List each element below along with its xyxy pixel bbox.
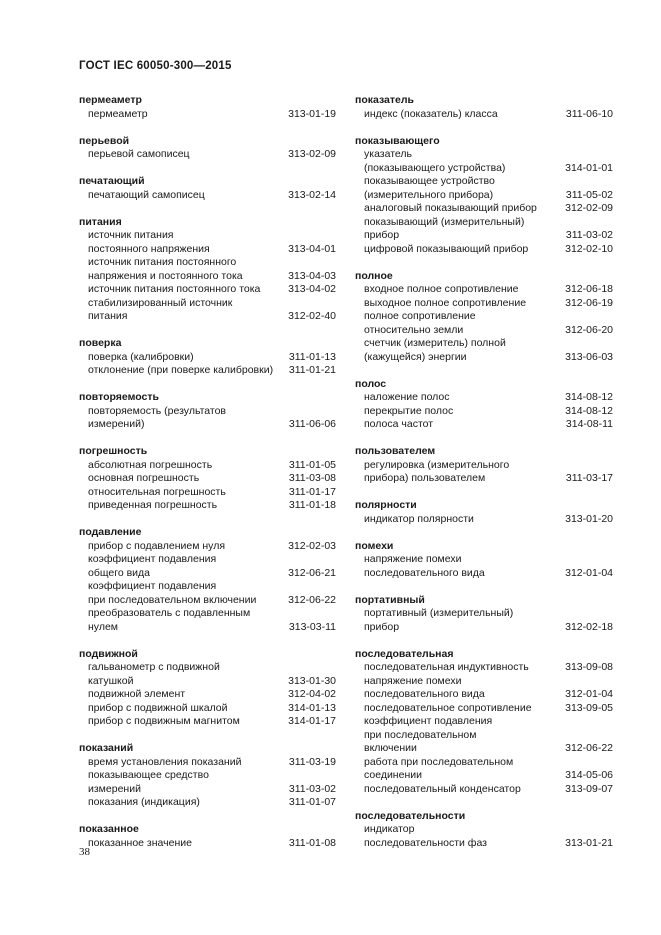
entry-code: 311-03-08 [288, 472, 336, 484]
index-entry [79, 540, 336, 554]
entry-term-line: работа при последовательном [364, 755, 514, 768]
index-entry [79, 364, 336, 378]
index-group [79, 742, 336, 810]
entry-term-line: при последовательном [364, 728, 477, 741]
index-entry [355, 607, 613, 634]
entry-code: 312-06-18 [565, 283, 613, 295]
entry-code: 311-01-17 [288, 485, 336, 498]
entry-term-line: выходное полное сопротивление [364, 296, 527, 309]
index-entry [355, 553, 613, 580]
index-entry [79, 499, 336, 513]
entry-code: 313-01-19 [288, 107, 336, 120]
entry-term-line: прибор [364, 620, 400, 633]
index-group [355, 810, 613, 851]
index-group [79, 648, 336, 729]
entry-code: 314-01-13 [288, 701, 336, 714]
entry-term-line: приведенная погрешность [88, 499, 218, 511]
entry-code: 314-08-11 [565, 418, 613, 430]
page-number: 38 [79, 846, 90, 858]
entry-term-line: напряжения и постоянного тока [88, 269, 243, 282]
entry-code: 313-01-21 [565, 836, 613, 849]
entry-code: 313-02-14 [288, 188, 336, 201]
index-entry [79, 229, 336, 256]
entry-code: 313-09-07 [565, 782, 613, 795]
entry-term-line: (кажущейся) энергии [364, 350, 467, 363]
entry-code: 312-01-04 [565, 566, 613, 579]
index-entry [355, 337, 613, 364]
index-entry [355, 297, 613, 311]
entry-code: 312-01-04 [565, 688, 613, 700]
entry-term-line: показывающий (измерительный) [364, 215, 525, 228]
index-entry [355, 756, 613, 783]
index-entry [79, 283, 336, 297]
entry-term-line: соединении [364, 769, 422, 781]
entry-code: 311-01-18 [288, 499, 336, 511]
entry-code: 311-01-07 [288, 796, 336, 808]
entry-code: 313-04-03 [288, 269, 336, 282]
index-entry [355, 108, 613, 122]
entry-code: 314-08-12 [565, 391, 613, 403]
entry-term-line: индикатор [364, 823, 415, 835]
index-group [79, 337, 336, 378]
entry-term-line: полное сопротивление [364, 310, 476, 322]
entry-term-line: входное полное сопротивление [364, 283, 519, 295]
index-entry [355, 715, 613, 756]
index-keyword: показывающего [355, 134, 440, 147]
entry-code: 311-06-10 [565, 107, 613, 120]
entry-code: 313-02-09 [288, 148, 336, 160]
index-keyword: показанное [79, 823, 139, 835]
index-keyword: полос [355, 377, 387, 390]
entry-code: 312-02-10 [565, 242, 613, 255]
entry-code: 313-06-03 [565, 350, 613, 363]
entry-term-line: поверка (калибровки) [88, 350, 194, 363]
index-entry [79, 472, 336, 486]
index-keyword: последовательности [355, 809, 466, 822]
index-entry [79, 769, 336, 796]
entry-code: 311-03-02 [288, 782, 336, 795]
entry-term-line: последовательный конденсатор [364, 782, 521, 795]
index-entry [355, 418, 613, 432]
entry-term-line: показывающее устройство [364, 175, 495, 187]
entry-term-line: питания [88, 310, 128, 322]
entry-term-line: последовательная индуктивность [364, 661, 529, 673]
index-group [79, 175, 336, 202]
entry-term-line: измерений [88, 782, 141, 795]
entry-term-line: счетчик (измеритель) полной [364, 337, 506, 349]
entry-term-line: прибора) пользователем [364, 472, 486, 484]
index-entry [79, 486, 336, 500]
index-keyword: печатающий [79, 175, 145, 187]
entry-term-line: время установления показаний [88, 755, 242, 768]
index-entry [79, 607, 336, 634]
entry-term-line: показания (индикация) [88, 796, 200, 808]
entry-code: 314-05-06 [565, 769, 613, 781]
entry-term-line: относительно земли [364, 323, 464, 336]
index-entry [355, 783, 613, 797]
index-entry [79, 580, 336, 607]
index-keyword: перьевой [79, 134, 130, 147]
entry-code: 311-01-21 [288, 364, 336, 376]
entry-term-line: полоса частот [364, 418, 434, 430]
index-entry [79, 715, 336, 729]
index-group [79, 526, 336, 634]
entry-term-line: при последовательном включении [88, 593, 257, 606]
entry-code: 313-03-11 [288, 620, 336, 633]
index-entry [79, 661, 336, 688]
index-group [79, 94, 336, 121]
index-entry [79, 702, 336, 716]
entry-code: 311-03-02 [565, 229, 613, 241]
index-entry [355, 283, 613, 297]
entry-term-line: источник питания постоянного [88, 256, 237, 268]
index-keyword: портативный [355, 593, 425, 606]
entry-term-line: наложение полос [364, 391, 450, 403]
entry-term-line: регулировка (измерительного [364, 458, 510, 471]
index-entry [355, 216, 613, 243]
index-keyword: повторяемость [79, 391, 159, 403]
entry-term-line: цифровой показывающий прибор [364, 242, 529, 255]
entry-term-line: повторяемость (результатов [88, 404, 227, 417]
entry-code: 312-02-18 [565, 620, 613, 633]
index-entry [355, 310, 613, 337]
index-entry [355, 675, 613, 702]
index-keyword: питания [79, 215, 122, 228]
index-group [355, 135, 613, 257]
entry-code: 313-09-08 [565, 661, 613, 673]
entry-term-line: источник питания [88, 229, 174, 241]
index-entry [355, 661, 613, 675]
index-entry [355, 148, 613, 175]
entry-term-line: включении [364, 742, 417, 754]
entry-term-line: указатель [364, 148, 412, 160]
entry-term-line: последовательного вида [364, 688, 485, 700]
index-keyword: показатель [355, 94, 415, 106]
entry-term-line: аналоговый показывающий прибор [364, 202, 537, 214]
entry-term-line: печатающий самописец [88, 188, 205, 201]
entry-code: 312-06-21 [288, 566, 336, 579]
entry-code: 314-08-12 [565, 404, 613, 417]
index-group [355, 378, 613, 432]
index-column-left [79, 94, 336, 864]
entry-code: 314-01-17 [288, 715, 336, 727]
entry-term-line: постоянного напряжения [88, 242, 210, 255]
index-entry [355, 405, 613, 419]
entry-term-line: напряжение помехи [364, 674, 462, 687]
entry-term-line: показывающее средство [88, 769, 209, 781]
entry-code: 312-04-02 [288, 688, 336, 700]
index-entry [355, 459, 613, 486]
entry-code: 313-04-02 [288, 283, 336, 295]
entry-term-line: общего вида [88, 566, 150, 579]
index-entry [79, 189, 336, 203]
index-entry [79, 297, 336, 324]
entry-term-line: коэффициент подавления [88, 553, 217, 565]
index-keyword: подавление [79, 526, 142, 538]
entry-code: 311-01-05 [288, 458, 336, 471]
index-entry [355, 243, 613, 257]
index-keyword: пермеаметр [79, 94, 142, 106]
entry-code: 311-03-19 [288, 755, 336, 768]
index-column-right [355, 94, 613, 864]
entry-code: 311-06-06 [288, 418, 336, 430]
document-header: ГОСТ IEC 60050-300—2015 [79, 60, 232, 72]
index-entry [79, 837, 336, 851]
index-entry [79, 351, 336, 365]
index-entry [79, 405, 336, 432]
entry-code: 311-01-08 [288, 836, 336, 849]
entry-term-line: стабилизированный источник [88, 296, 233, 309]
index-keyword: последовательная [355, 647, 454, 660]
index-group [79, 216, 336, 324]
entry-term-line: последовательное сопротивление [364, 701, 532, 714]
entry-code: 311-01-13 [288, 350, 336, 363]
index-keyword: полное [355, 269, 393, 282]
entry-term-line: портативный (измерительный) [364, 607, 514, 619]
index-entry [79, 756, 336, 770]
index-entry [355, 823, 613, 850]
index-group [355, 594, 613, 635]
index-entry [355, 202, 613, 216]
index-group [355, 94, 613, 121]
entry-term-line: подвижной элемент [88, 688, 186, 700]
entry-term-line: последовательности фаз [364, 836, 487, 849]
entry-code: 314-01-01 [565, 161, 613, 174]
entry-term-line: последовательного вида [364, 566, 485, 579]
entry-term-line: пермеаметр [88, 107, 148, 120]
entry-code: 311-03-17 [565, 472, 613, 484]
entry-term-line: прибор с подвижным магнитом [88, 715, 240, 727]
index-keyword: помехи [355, 539, 394, 552]
index-keyword: показаний [79, 742, 134, 754]
index-entry [79, 688, 336, 702]
entry-term-line: индекс (показатель) класса [364, 107, 498, 120]
entry-term-line: (измерительного прибора) [364, 188, 494, 201]
index-group [355, 445, 613, 486]
index-keyword: подвижной [79, 647, 138, 660]
entry-code: 312-02-09 [565, 202, 613, 214]
entry-code: 312-06-22 [565, 742, 613, 754]
index-group [355, 499, 613, 526]
index-group [79, 391, 336, 432]
index-group [355, 270, 613, 365]
entry-term-line: прибор [364, 229, 400, 241]
index-entry [79, 796, 336, 810]
index-keyword: пользователем [355, 445, 436, 457]
entry-term-line: измерений) [88, 418, 145, 430]
index-entry [355, 702, 613, 716]
entry-term-line: отклонение (при поверке калибровки) [88, 364, 274, 376]
entry-term-line: индикатор полярности [364, 512, 474, 525]
entry-code: 312-06-20 [565, 323, 613, 336]
entry-term-line: напряжение помехи [364, 553, 462, 565]
entry-term-line: прибор с подавлением нуля [88, 539, 226, 552]
entry-term-line: абсолютная погрешность [88, 458, 213, 471]
entry-term-line: относительная погрешность [88, 485, 226, 498]
index-entry [79, 459, 336, 473]
entry-code: 313-09-05 [565, 701, 613, 714]
index-keyword: погрешность [79, 445, 148, 457]
entry-term-line: перьевой самописец [88, 148, 190, 160]
index-group [79, 135, 336, 162]
entry-term-line: прибор с подвижной шкалой [88, 701, 228, 714]
entry-code: 312-02-03 [288, 539, 336, 552]
index-group [79, 823, 336, 850]
entry-term-line: гальванометр с подвижной [88, 661, 220, 673]
index-group [355, 648, 613, 797]
entry-code: 312-06-19 [565, 296, 613, 309]
entry-code: 313-01-30 [288, 674, 336, 687]
entry-term-line: показанное значение [88, 836, 192, 849]
entry-term-line: основная погрешность [88, 472, 200, 484]
entry-term-line: источник питания постоянного тока [88, 283, 261, 295]
entry-term-line: коэффициент подавления [364, 715, 493, 727]
index-entry [355, 391, 613, 405]
entry-term-line: преобразователь с подавленным [88, 607, 251, 619]
entry-term-line: перекрытие полос [364, 404, 454, 417]
index-group [79, 445, 336, 513]
entry-term-line: катушкой [88, 674, 134, 687]
entry-term-line: коэффициент подавления [88, 580, 217, 592]
entry-term-line: (показывающего устройства) [364, 161, 506, 174]
entry-code: 311-05-02 [565, 188, 613, 201]
index-keyword: поверка [79, 337, 122, 349]
index-entry [79, 148, 336, 162]
entry-code: 313-04-01 [288, 242, 336, 255]
index-entry [79, 108, 336, 122]
entry-code: 312-02-40 [288, 310, 336, 322]
entry-term-line: нулем [88, 620, 119, 633]
index-keyword: полярности [355, 499, 417, 511]
entry-code: 312-06-22 [288, 593, 336, 606]
index-entry [355, 513, 613, 527]
index-entry [79, 553, 336, 580]
index-entry [355, 175, 613, 202]
entry-code: 313-01-20 [565, 512, 613, 525]
index-group [355, 540, 613, 581]
index-entry [79, 256, 336, 283]
